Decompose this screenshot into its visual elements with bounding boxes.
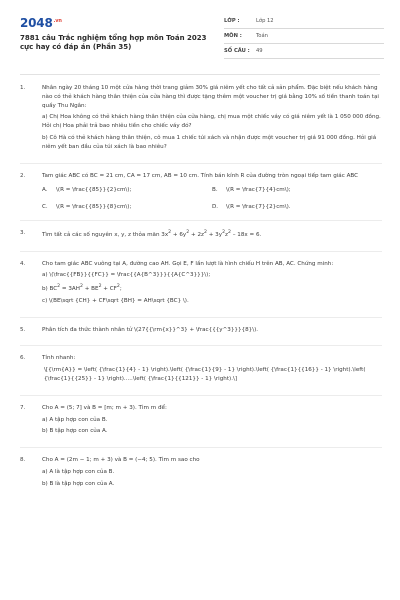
question-text: Cho A = (2m − 1; m + 3) và B = (−4; 5). Tìm m sao cho [42,457,200,464]
option-d[interactable] [212,203,382,212]
questions-list [20,84,382,500]
question-separator [20,317,382,318]
question-separator [20,345,382,346]
question-body [42,229,382,243]
option-b[interactable] [212,186,382,195]
question-part-a: a) A tập hợp con của B. [42,416,108,423]
question-5 [20,326,382,338]
text-part: – 18x = 6. [230,231,262,238]
option-text: \(R = \frac{7}{2}cm\). [226,204,291,211]
question-text: Nhân ngày 20 tháng 10 một cửa hàng thời trang giảm 30% giá niêm yết cho tất cả sản phẩm. Đặc biệt nếu khách hàng nào có thẻ khách hàng thân thiện của cửa hàng thì được tặng thêm một voucher trị giá bằng 10% số tiền thanh toán tại quầy Thu Ngân: [42,85,379,109]
question-text: Tính nhanh: [42,355,76,362]
meta-key: LỚP : [224,18,240,24]
question-number: 1. [20,85,26,91]
text-part: Tìm tất cả các số nguyên x, y, z thỏa mãn 3x [42,231,169,238]
option-label: D. [212,204,219,211]
meta-key: MÔN : [224,33,242,39]
question-7 [20,404,382,439]
question-part-b: b) Cô Hà có thẻ khách hàng thân thiện, cô mua 1 chiếc túi xách và nhận được một voucher trị giá 91 000 đồng. Hỏi giá niêm yết ban đầu của túi xách là bao nhiêu? [42,134,377,150]
question-body [42,84,382,155]
question-separator [20,251,382,252]
question-1 [20,84,382,155]
question-text: Cho A = (5; 7] và B = [m; m + 3). Tìm m để: [42,404,167,411]
question-body [42,326,382,338]
option-label: B. [212,187,218,194]
question-part-a: a) \(\frac{{FB}}{{FC}} = \frac{{A{B^3}}}{{A{C^3}}}\); [42,272,211,279]
question-text: Cho tam giác ABC vuông tại A, đường cao AH. Gọi E, F lần lượt là hình chiếu H trên AB, AC. Chứng minh: [42,260,334,267]
worksheet-title: 7881 câu Trắc nghiệm tổng hợp môn Toán 2023 cực hay có đáp án (Phần 35) [20,34,207,51]
question-number: 3. [20,229,26,236]
exponent: 2 [186,229,190,235]
text-part: b) BC [42,286,58,293]
question-number: 5. [20,326,26,333]
question-body [42,260,382,309]
exponent: 2 [57,284,61,290]
question-number: 2. [20,172,26,179]
question-separator [20,163,382,164]
question-part-b [42,283,382,294]
question-part-c: c) \(BE\sqrt {CH} + CF\sqrt {BH} = AH\sqrt {BC} \). [42,297,189,304]
question-number: 7. [20,404,26,411]
question-number: 4. [20,260,26,267]
option-label: C. [42,204,48,211]
exponent: 2 [222,229,226,235]
logo-domain: .vn [53,18,62,24]
option-a[interactable] [42,186,212,195]
question-8 [20,456,382,491]
question-text: Tam giác ABC có BC = 21 cm, CA = 17 cm, AB = 10 cm. Tính bán kính R của đường tròn ngoại tiếp tam giác ABC [42,172,359,179]
option-label: A. [42,187,48,194]
question-part-a: a) Chị Hoa không có thẻ khách hàng thân thiện của cửa hàng, chị mua một chiếc váy có giá niêm yết là 1 050 000 đồng. Hỏi chị Hoa phải trả bao nhiêu tiền cho chiếc váy đó? [42,114,381,130]
text-part: ; [119,286,122,293]
header-divider [20,74,380,75]
text-part: + CF [101,286,117,293]
question-part-b: b) B tập hợp con của A. [42,428,108,435]
logo-text: 2048 [20,16,53,30]
text-part: + 2z [189,231,204,238]
meta-key: SỐ CÂU : [224,48,250,54]
exponent: 2 [98,284,102,290]
meta-value: 49 [256,48,263,54]
option-c[interactable] [42,203,212,212]
meta-value: Toán [256,33,268,39]
meta-row-class [224,14,384,29]
meta-row-subject [224,29,384,44]
question-4 [20,260,382,309]
math-expression: \[{\rm{A}} = \left( {\frac{1}{4} - 1} \right).\left( {\frac{1}{9} - 1} \right).\left( {\frac{1}{{16}} - 1} \right).\left( {\frac{1}{{25}} - 1} \right).....\left( {\frac{1}{{121}} - 1} \right).\] [44,367,366,383]
text-part: = 3AH [60,286,80,293]
question-part-b: b) B là tập hợp con của A. [42,480,115,487]
question-body [42,172,382,212]
question-body [42,404,382,439]
text-part: + 6y [171,231,187,238]
question-text [42,229,382,240]
question-separator [20,447,382,448]
site-logo[interactable] [20,16,62,30]
question-separator [20,395,382,396]
question-2 [20,172,382,212]
exponent: 2 [203,229,207,235]
exponent: 2 [79,284,83,290]
question-number: 6. [20,355,26,362]
option-text: \(R = \frac{7}{4}cm\); [226,187,291,194]
question-6 [20,354,382,386]
question-part-a: a) A là tập hợp con của B. [42,469,115,476]
exponent: 2 [116,284,120,290]
text-part: + BE [82,286,99,293]
option-text: \(R = \frac{{85}}{8}cm\); [56,204,132,211]
exponent: 2 [227,229,231,235]
question-body [42,456,382,491]
question-text: Phân tích đa thức thành nhân tử \(27{{\rm{x}}^3} + \frac{{{y^3}}}{8}\). [42,326,259,333]
question-body [42,354,382,386]
question-number: 8. [20,457,26,464]
meta-table [224,14,384,59]
text-part: z [225,231,228,238]
option-text: \(R = \frac{{85}}{2}cm\); [56,187,132,194]
text-part: + 3y [206,231,223,238]
answer-options [42,186,382,212]
meta-row-count [224,44,384,59]
question-separator [20,220,382,221]
question-3 [20,229,382,243]
exponent: 2 [168,229,172,235]
meta-value: Lớp 12 [256,18,274,24]
